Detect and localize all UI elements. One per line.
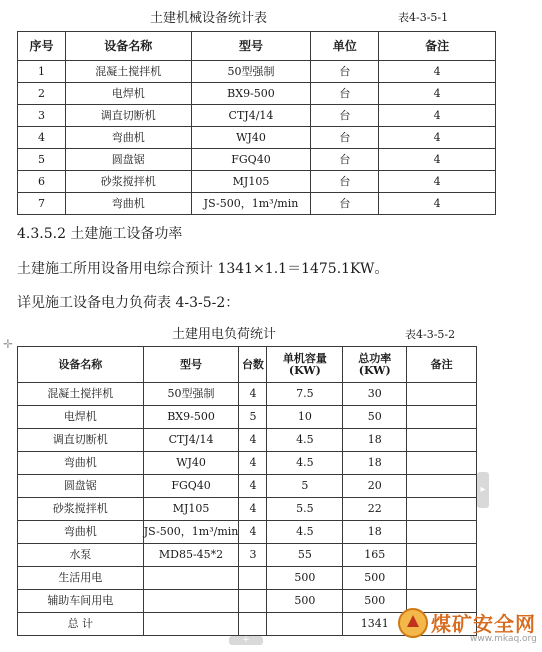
- table-cell: 4.5: [267, 429, 343, 452]
- table-cell: 总 计: [18, 613, 144, 636]
- table-cell: 4: [239, 498, 267, 521]
- table-cell: 4: [379, 127, 496, 149]
- table-cell: 5: [267, 475, 343, 498]
- table-cell: 5.5: [267, 498, 343, 521]
- table-cell: 50型强制: [143, 383, 239, 406]
- table-cell: WJ40: [143, 452, 239, 475]
- watermark-logo: [398, 606, 538, 646]
- table-row: [18, 406, 477, 429]
- table-cell: 4: [379, 149, 496, 171]
- table2-number: 表4-3-5-2: [405, 328, 456, 341]
- table-cell: CTJ4/14: [191, 105, 311, 127]
- table-cell: 砂浆搅拌机: [65, 171, 191, 193]
- table-cell: JS-500，1m³/min: [143, 521, 239, 544]
- table-row: [18, 127, 496, 149]
- table-header-row: [18, 32, 496, 61]
- table-cell: 4: [379, 61, 496, 83]
- table-cell: 生活用电: [18, 567, 144, 590]
- mine-logo-icon: [398, 608, 428, 638]
- table-row: [18, 193, 496, 215]
- table-row: [18, 61, 496, 83]
- table-cell: 弯曲机: [65, 193, 191, 215]
- column-header: 型号: [143, 347, 239, 383]
- table-cell: 3: [18, 105, 66, 127]
- table-cell: WJ40: [191, 127, 311, 149]
- table-cell: CTJ4/14: [143, 429, 239, 452]
- table-cell: [407, 429, 477, 452]
- table-cell: 55: [267, 544, 343, 567]
- table-row: [18, 105, 496, 127]
- table-cell: 50: [343, 406, 407, 429]
- table-cell: 台: [311, 149, 379, 171]
- column-header: 型号: [191, 32, 311, 61]
- table-cell: 4: [239, 452, 267, 475]
- table-cell: 2: [18, 83, 66, 105]
- table-cell: 50型强制: [191, 61, 311, 83]
- table-cell: 3: [239, 544, 267, 567]
- table-cell: 4: [239, 429, 267, 452]
- table-cell: 4.5: [267, 521, 343, 544]
- table-header-row: [18, 347, 477, 383]
- table1-number: 表4-3-5-1: [398, 11, 449, 24]
- table-cell: [407, 567, 477, 590]
- table-cell: 弯曲机: [18, 521, 144, 544]
- table-cell: 水泵: [18, 544, 144, 567]
- table-cell: 4: [379, 171, 496, 193]
- column-header: 单机容量(KW): [267, 347, 343, 383]
- table-cell: FGQ40: [191, 149, 311, 171]
- paragraph-reference: 详见施工设备电力负荷表 4-3-5-2：: [17, 295, 240, 311]
- column-header: 备注: [407, 347, 477, 383]
- table-cell: 4: [18, 127, 66, 149]
- table-cell: [407, 544, 477, 567]
- table-cell: 4.5: [267, 452, 343, 475]
- table-cell: 圆盘锯: [65, 149, 191, 171]
- move-crosshair-icon[interactable]: ✛: [3, 337, 14, 351]
- table-row: [18, 429, 477, 452]
- power-load-table: [17, 346, 477, 636]
- table-cell: [407, 452, 477, 475]
- table2-title: 土建用电负荷统计: [172, 327, 277, 342]
- table-cell: 电焊机: [65, 83, 191, 105]
- table-cell: 6: [18, 171, 66, 193]
- table-cell: [407, 383, 477, 406]
- table-cell: 500: [267, 590, 343, 613]
- table-cell: 辅助车间用电: [18, 590, 144, 613]
- table-cell: 7.5: [267, 383, 343, 406]
- table-cell: 5: [239, 406, 267, 429]
- table-cell: [267, 613, 343, 636]
- table-cell: 10: [267, 406, 343, 429]
- table-cell: 圆盘锯: [18, 475, 144, 498]
- table-cell: 4: [379, 83, 496, 105]
- watermark-url: www.mkaq.org: [470, 634, 537, 644]
- table-row: [18, 383, 477, 406]
- table-cell: 混凝土搅拌机: [65, 61, 191, 83]
- table-cell: 4: [239, 475, 267, 498]
- table-cell: 台: [311, 83, 379, 105]
- column-header: 单位: [311, 32, 379, 61]
- table-cell: 22: [343, 498, 407, 521]
- table-row: [18, 498, 477, 521]
- table-cell: [143, 590, 239, 613]
- equipment-table: [17, 31, 496, 215]
- table-cell: 165: [343, 544, 407, 567]
- table-row: [18, 83, 496, 105]
- table-cell: 砂浆搅拌机: [18, 498, 144, 521]
- table-cell: 台: [311, 171, 379, 193]
- column-header: 设备名称: [65, 32, 191, 61]
- table-cell: MJ105: [191, 171, 311, 193]
- table-cell: BX9-500: [191, 83, 311, 105]
- watermark-name: 煤矿安全网: [431, 612, 536, 636]
- table-cell: 调直切断机: [18, 429, 144, 452]
- table-cell: 5: [18, 149, 66, 171]
- table-cell: 调直切断机: [65, 105, 191, 127]
- table-cell: 弯曲机: [18, 452, 144, 475]
- table-cell: [143, 567, 239, 590]
- table-cell: MJ105: [143, 498, 239, 521]
- column-header: 台数: [239, 347, 267, 383]
- section-heading: 4.3.5.2 土建施工设备功率: [17, 226, 183, 242]
- table-cell: [407, 521, 477, 544]
- table-row: [18, 521, 477, 544]
- column-header: 设备名称: [18, 347, 144, 383]
- table-cell: 4: [379, 193, 496, 215]
- table-cell: 台: [311, 127, 379, 149]
- table-cell: 弯曲机: [65, 127, 191, 149]
- table-cell: BX9-500: [143, 406, 239, 429]
- paragraph-total-power: 土建施工所用设备用电综合预计 1341×1.1＝1475.1KW。: [17, 261, 389, 277]
- table-row: [18, 544, 477, 567]
- table-row: [18, 452, 477, 475]
- table-cell: 18: [343, 521, 407, 544]
- column-header: 备注: [379, 32, 496, 61]
- table-cell: MD85-45*2: [143, 544, 239, 567]
- table-cell: 20: [343, 475, 407, 498]
- table-cell: 500: [343, 567, 407, 590]
- table1-title: 土建机械设备统计表: [150, 11, 268, 26]
- table-cell: [407, 475, 477, 498]
- table-cell: 1: [18, 61, 66, 83]
- table-row: [18, 475, 477, 498]
- table-row: [18, 567, 477, 590]
- table-cell: 500: [343, 590, 407, 613]
- table-cell: 18: [343, 429, 407, 452]
- table-cell: 台: [311, 105, 379, 127]
- table-cell: 30: [343, 383, 407, 406]
- table-cell: [407, 406, 477, 429]
- table-cell: [239, 590, 267, 613]
- table-cell: 18: [343, 452, 407, 475]
- table-cell: JS-500，1m³/min: [191, 193, 311, 215]
- table-cell: 台: [311, 193, 379, 215]
- table-cell: 4: [379, 105, 496, 127]
- table-row: [18, 171, 496, 193]
- table-cell: 电焊机: [18, 406, 144, 429]
- plus-icon[interactable]: +: [229, 636, 263, 645]
- table-cell: FGQ40: [143, 475, 239, 498]
- table-cell: 1341: [343, 613, 407, 636]
- column-header: 总功率(KW): [343, 347, 407, 383]
- table-cell: [239, 567, 267, 590]
- table-cell: [407, 498, 477, 521]
- table-cell: 500: [267, 567, 343, 590]
- table-cell: 4: [239, 521, 267, 544]
- chevron-right-icon[interactable]: ▸: [477, 472, 489, 508]
- table-cell: [143, 613, 239, 636]
- table-cell: 4: [239, 383, 267, 406]
- table-cell: 台: [311, 61, 379, 83]
- table-row: [18, 149, 496, 171]
- table-cell: 7: [18, 193, 66, 215]
- table-cell: [239, 613, 267, 636]
- column-header: 序号: [18, 32, 66, 61]
- table-cell: 混凝土搅拌机: [18, 383, 144, 406]
